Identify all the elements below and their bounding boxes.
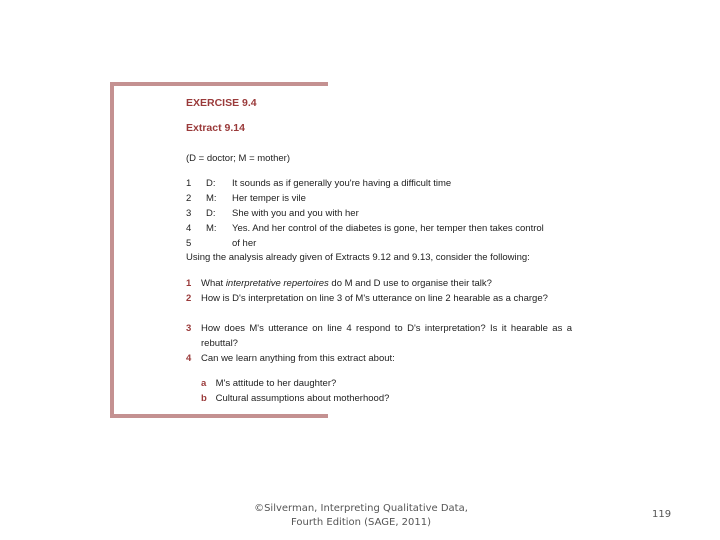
line-number: 4 [186,223,192,234]
line-number: 5 [186,238,192,249]
line-number: 2 [186,193,192,204]
utterance: It sounds as if generally you're having a difficult time [232,178,452,189]
subquestion-text: Cultural assumptions about motherhood? [215,393,390,404]
speaker: D: [206,208,216,219]
question-text: What interpretative repertoires do M and D use to organise their talk? [201,278,492,289]
utterance: She with you and you with her [232,208,359,219]
subquestion-text: M's attitude to her daughter? [215,378,337,389]
footer-citation [248,502,474,530]
transcript-key: (D = doctor; M = mother) [186,153,291,164]
exercise-box-bottom-border [110,414,328,418]
exercise-title: EXERCISE 9.4 [186,97,257,109]
exercise-box-left-border [110,82,114,418]
subquestion-letter: a [201,378,207,389]
question-text: Can we learn anything from this extract about: [201,353,395,364]
page-number: 119 [652,509,672,520]
question-text: How does M's utterance on line 4 respond to D's interpretation? Is it hearable as a rebuttal? [201,323,572,349]
subquestion-item [201,391,389,406]
line-number: 3 [186,208,192,219]
extract-title: Extract 9.14 [186,122,245,134]
citation-line-2: Fourth Edition (SAGE, 2011) [290,517,432,528]
question-number: 4 [186,353,192,364]
line-number: 1 [186,178,192,189]
subquestion-item [201,376,336,391]
speaker: D: [206,178,216,189]
question-number: 1 [186,278,192,289]
question-number: 2 [186,293,192,304]
speaker: M: [206,193,217,204]
utterance: Her temper is vile [232,193,306,204]
exercise-box-top-border [110,82,328,86]
speaker: M: [206,223,217,234]
emphasis-term: interpretative repertoires [225,278,329,289]
exercise-instruction: Using the analysis already given of Extracts 9.12 and 9.13, consider the following: [186,252,530,263]
utterance: of her [232,238,257,249]
citation-line-1: ©Silverman, Interpreting Qualitative Data, [254,503,468,514]
subquestion-letter: b [201,393,207,404]
utterance: Yes. And her control of the diabetes is gone, her temper then takes control [232,223,544,234]
question-text: How is D's interpretation on line 3 of M's utterance on line 2 hearable as a charge? [201,293,548,304]
question-number: 3 [186,323,192,334]
